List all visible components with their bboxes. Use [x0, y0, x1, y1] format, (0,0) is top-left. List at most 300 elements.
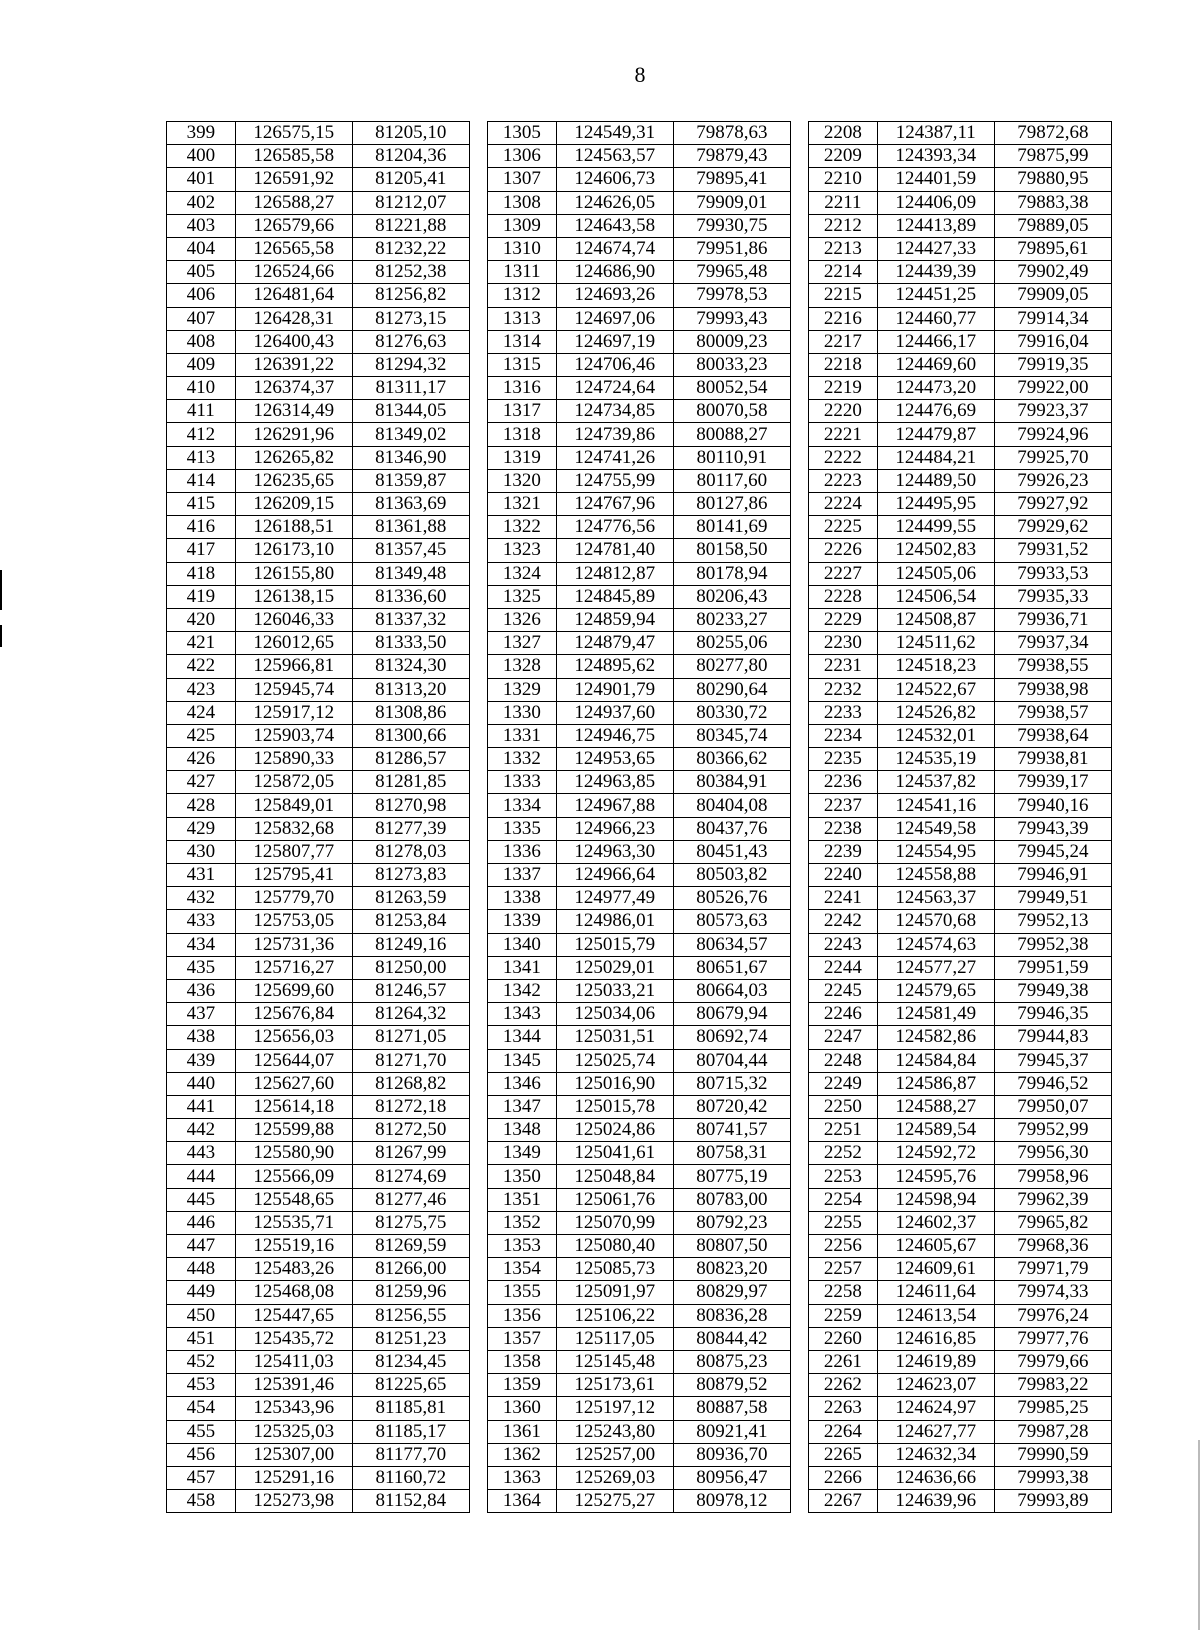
y-coordinate-cell: 79939,17 — [994, 771, 1111, 794]
x-coordinate-cell: 126291,96 — [235, 423, 352, 446]
point-number-cell: 2232 — [809, 678, 878, 701]
point-number-cell: 447 — [167, 1235, 236, 1258]
table-row — [167, 1072, 1112, 1095]
y-coordinate-cell: 80634,57 — [673, 933, 790, 956]
table-row — [167, 191, 1112, 214]
table-row — [167, 562, 1112, 585]
y-coordinate-cell: 79922,00 — [994, 377, 1111, 400]
column-gap — [469, 1397, 487, 1420]
point-number-cell: 2220 — [809, 400, 878, 423]
point-number-cell: 2247 — [809, 1026, 878, 1049]
point-number-cell: 2211 — [809, 191, 878, 214]
column-gap — [469, 1188, 487, 1211]
y-coordinate-cell: 79909,01 — [673, 191, 790, 214]
column-gap — [790, 330, 808, 353]
point-number-cell: 2257 — [809, 1258, 878, 1281]
x-coordinate-cell: 124605,67 — [877, 1235, 994, 1258]
y-coordinate-cell: 80844,42 — [673, 1327, 790, 1350]
y-coordinate-cell: 80404,08 — [673, 794, 790, 817]
column-gap — [790, 1095, 808, 1118]
point-number-cell: 2241 — [809, 887, 878, 910]
point-number-cell: 2236 — [809, 771, 878, 794]
y-coordinate-cell: 80009,23 — [673, 330, 790, 353]
x-coordinate-cell: 124767,96 — [556, 493, 673, 516]
table-row — [167, 353, 1112, 376]
table-row — [167, 1327, 1112, 1350]
x-coordinate-cell: 124937,60 — [556, 701, 673, 724]
point-number-cell: 1361 — [488, 1420, 557, 1443]
y-coordinate-cell: 81344,05 — [352, 400, 469, 423]
column-gap — [469, 377, 487, 400]
y-coordinate-cell: 79974,33 — [994, 1281, 1111, 1304]
x-coordinate-cell: 124623,07 — [877, 1374, 994, 1397]
y-coordinate-cell: 81324,30 — [352, 655, 469, 678]
column-gap — [469, 1443, 487, 1466]
point-number-cell: 425 — [167, 724, 236, 747]
coordinates-table-body — [167, 122, 1112, 1513]
table-row — [167, 307, 1112, 330]
table-row — [167, 400, 1112, 423]
point-number-cell: 1336 — [488, 840, 557, 863]
y-coordinate-cell: 79946,91 — [994, 864, 1111, 887]
y-coordinate-cell: 79971,79 — [994, 1258, 1111, 1281]
x-coordinate-cell: 124686,90 — [556, 261, 673, 284]
y-coordinate-cell: 80715,32 — [673, 1072, 790, 1095]
point-number-cell: 2237 — [809, 794, 878, 817]
x-coordinate-cell: 125535,71 — [235, 1211, 352, 1234]
y-coordinate-cell: 81221,88 — [352, 214, 469, 237]
y-coordinate-cell: 81160,72 — [352, 1466, 469, 1489]
x-coordinate-cell: 124776,56 — [556, 516, 673, 539]
column-gap — [469, 1049, 487, 1072]
x-coordinate-cell: 125580,90 — [235, 1142, 352, 1165]
x-coordinate-cell: 124506,54 — [877, 585, 994, 608]
x-coordinate-cell: 125832,68 — [235, 817, 352, 840]
column-gap — [469, 910, 487, 933]
x-coordinate-cell: 125676,84 — [235, 1003, 352, 1026]
x-coordinate-cell: 124963,30 — [556, 840, 673, 863]
y-coordinate-cell: 80070,58 — [673, 400, 790, 423]
point-number-cell: 1329 — [488, 678, 557, 701]
y-coordinate-cell: 81250,00 — [352, 956, 469, 979]
table-row — [167, 655, 1112, 678]
point-number-cell: 442 — [167, 1119, 236, 1142]
point-number-cell: 2223 — [809, 469, 878, 492]
x-coordinate-cell: 124579,65 — [877, 979, 994, 1002]
table-row — [167, 794, 1112, 817]
x-coordinate-cell: 125627,60 — [235, 1072, 352, 1095]
table-row — [167, 1095, 1112, 1118]
x-coordinate-cell: 125468,08 — [235, 1281, 352, 1304]
x-coordinate-cell: 125024,86 — [556, 1119, 673, 1142]
x-coordinate-cell: 126400,43 — [235, 330, 352, 353]
table-row — [167, 237, 1112, 260]
point-number-cell: 405 — [167, 261, 236, 284]
y-coordinate-cell: 81274,69 — [352, 1165, 469, 1188]
table-row — [167, 1119, 1112, 1142]
y-coordinate-cell: 79935,33 — [994, 585, 1111, 608]
column-gap — [469, 261, 487, 284]
x-coordinate-cell: 124522,67 — [877, 678, 994, 701]
point-number-cell: 1341 — [488, 956, 557, 979]
y-coordinate-cell: 79950,07 — [994, 1095, 1111, 1118]
y-coordinate-cell: 81252,38 — [352, 261, 469, 284]
x-coordinate-cell: 124582,86 — [877, 1026, 994, 1049]
point-number-cell: 2219 — [809, 377, 878, 400]
point-number-cell: 2243 — [809, 933, 878, 956]
y-coordinate-cell: 81212,07 — [352, 191, 469, 214]
x-coordinate-cell: 124946,75 — [556, 724, 673, 747]
x-coordinate-cell: 125145,48 — [556, 1350, 673, 1373]
x-coordinate-cell: 124586,87 — [877, 1072, 994, 1095]
table-row — [167, 1211, 1112, 1234]
x-coordinate-cell: 124901,79 — [556, 678, 673, 701]
x-coordinate-cell: 125070,99 — [556, 1211, 673, 1234]
y-coordinate-cell: 81337,32 — [352, 608, 469, 631]
column-gap — [790, 191, 808, 214]
point-number-cell: 1349 — [488, 1142, 557, 1165]
x-coordinate-cell: 124977,49 — [556, 887, 673, 910]
point-number-cell: 2252 — [809, 1142, 878, 1165]
point-number-cell: 2259 — [809, 1304, 878, 1327]
point-number-cell: 427 — [167, 771, 236, 794]
x-coordinate-cell: 124387,11 — [877, 122, 994, 145]
y-coordinate-cell: 81359,87 — [352, 469, 469, 492]
x-coordinate-cell: 126209,15 — [235, 493, 352, 516]
point-number-cell: 430 — [167, 840, 236, 863]
column-gap — [469, 748, 487, 771]
table-row — [167, 446, 1112, 469]
x-coordinate-cell: 124518,23 — [877, 655, 994, 678]
x-coordinate-cell: 125599,88 — [235, 1119, 352, 1142]
y-coordinate-cell: 79987,28 — [994, 1420, 1111, 1443]
point-number-cell: 406 — [167, 284, 236, 307]
y-coordinate-cell: 81308,86 — [352, 701, 469, 724]
point-number-cell: 2250 — [809, 1095, 878, 1118]
y-coordinate-cell: 80651,67 — [673, 956, 790, 979]
point-number-cell: 2227 — [809, 562, 878, 585]
x-coordinate-cell: 124613,54 — [877, 1304, 994, 1327]
x-coordinate-cell: 126314,49 — [235, 400, 352, 423]
point-number-cell: 399 — [167, 122, 236, 145]
x-coordinate-cell: 124627,77 — [877, 1420, 994, 1443]
y-coordinate-cell: 81286,57 — [352, 748, 469, 771]
column-gap — [469, 585, 487, 608]
x-coordinate-cell: 124401,59 — [877, 168, 994, 191]
point-number-cell: 433 — [167, 910, 236, 933]
y-coordinate-cell: 81336,60 — [352, 585, 469, 608]
y-coordinate-cell: 81333,50 — [352, 632, 469, 655]
y-coordinate-cell: 81349,48 — [352, 562, 469, 585]
y-coordinate-cell: 79938,55 — [994, 655, 1111, 678]
point-number-cell: 2258 — [809, 1281, 878, 1304]
point-number-cell: 1320 — [488, 469, 557, 492]
y-coordinate-cell: 80052,54 — [673, 377, 790, 400]
y-coordinate-cell: 80792,23 — [673, 1211, 790, 1234]
y-coordinate-cell: 80206,43 — [673, 585, 790, 608]
x-coordinate-cell: 124558,88 — [877, 864, 994, 887]
y-coordinate-cell: 81361,88 — [352, 516, 469, 539]
x-coordinate-cell: 124588,27 — [877, 1095, 994, 1118]
column-gap — [790, 887, 808, 910]
y-coordinate-cell: 79902,49 — [994, 261, 1111, 284]
column-gap — [469, 330, 487, 353]
x-coordinate-cell: 124643,58 — [556, 214, 673, 237]
y-coordinate-cell: 80141,69 — [673, 516, 790, 539]
column-gap — [469, 307, 487, 330]
table-row — [167, 377, 1112, 400]
column-gap — [469, 1374, 487, 1397]
column-gap — [469, 724, 487, 747]
point-number-cell: 1346 — [488, 1072, 557, 1095]
x-coordinate-cell: 124812,87 — [556, 562, 673, 585]
point-number-cell: 1318 — [488, 423, 557, 446]
table-row — [167, 1304, 1112, 1327]
column-gap — [790, 423, 808, 446]
x-coordinate-cell: 124577,27 — [877, 956, 994, 979]
column-gap — [790, 122, 808, 145]
x-coordinate-cell: 124734,85 — [556, 400, 673, 423]
y-coordinate-cell: 79924,96 — [994, 423, 1111, 446]
y-coordinate-cell: 81253,84 — [352, 910, 469, 933]
column-gap — [790, 1165, 808, 1188]
column-gap — [790, 353, 808, 376]
y-coordinate-cell: 80807,50 — [673, 1235, 790, 1258]
x-coordinate-cell: 125890,33 — [235, 748, 352, 771]
page-number: 8 — [634, 62, 646, 87]
y-coordinate-cell: 79938,64 — [994, 724, 1111, 747]
point-number-cell: 2266 — [809, 1466, 878, 1489]
column-gap — [469, 168, 487, 191]
x-coordinate-cell: 125106,22 — [556, 1304, 673, 1327]
y-coordinate-cell: 80978,12 — [673, 1490, 790, 1513]
column-gap — [790, 794, 808, 817]
y-coordinate-cell: 79993,38 — [994, 1466, 1111, 1489]
x-coordinate-cell: 124755,99 — [556, 469, 673, 492]
y-coordinate-cell: 80117,60 — [673, 469, 790, 492]
point-number-cell: 1308 — [488, 191, 557, 214]
x-coordinate-cell: 124406,09 — [877, 191, 994, 214]
coordinates-table — [166, 121, 1112, 1513]
point-number-cell: 1359 — [488, 1374, 557, 1397]
column-gap — [469, 284, 487, 307]
x-coordinate-cell: 124505,06 — [877, 562, 994, 585]
column-gap — [469, 655, 487, 678]
point-number-cell: 1305 — [488, 122, 557, 145]
y-coordinate-cell: 79929,62 — [994, 516, 1111, 539]
point-number-cell: 1344 — [488, 1026, 557, 1049]
y-coordinate-cell: 80875,23 — [673, 1350, 790, 1373]
column-gap — [790, 1211, 808, 1234]
scan-edge-mark — [0, 570, 2, 610]
y-coordinate-cell: 79933,53 — [994, 562, 1111, 585]
x-coordinate-cell: 125275,27 — [556, 1490, 673, 1513]
x-coordinate-cell: 124724,64 — [556, 377, 673, 400]
x-coordinate-cell: 125041,61 — [556, 1142, 673, 1165]
x-coordinate-cell: 124554,95 — [877, 840, 994, 863]
table-row — [167, 1258, 1112, 1281]
y-coordinate-cell: 79925,70 — [994, 446, 1111, 469]
column-gap — [790, 1397, 808, 1420]
y-coordinate-cell: 81246,57 — [352, 979, 469, 1002]
x-coordinate-cell: 125779,70 — [235, 887, 352, 910]
point-number-cell: 413 — [167, 446, 236, 469]
x-coordinate-cell: 124963,85 — [556, 771, 673, 794]
y-coordinate-cell: 81251,23 — [352, 1327, 469, 1350]
y-coordinate-cell: 80451,43 — [673, 840, 790, 863]
y-coordinate-cell: 80158,50 — [673, 539, 790, 562]
y-coordinate-cell: 79993,43 — [673, 307, 790, 330]
column-gap — [790, 608, 808, 631]
x-coordinate-cell: 126579,66 — [235, 214, 352, 237]
x-coordinate-cell: 125085,73 — [556, 1258, 673, 1281]
y-coordinate-cell: 80679,94 — [673, 1003, 790, 1026]
y-coordinate-cell: 81177,70 — [352, 1443, 469, 1466]
table-row — [167, 1420, 1112, 1443]
table-row — [167, 145, 1112, 168]
point-number-cell: 2255 — [809, 1211, 878, 1234]
point-number-cell: 1360 — [488, 1397, 557, 1420]
point-number-cell: 1355 — [488, 1281, 557, 1304]
column-gap — [469, 191, 487, 214]
x-coordinate-cell: 126155,80 — [235, 562, 352, 585]
x-coordinate-cell: 124697,19 — [556, 330, 673, 353]
table-row — [167, 979, 1112, 1002]
table-row — [167, 701, 1112, 724]
x-coordinate-cell: 125699,60 — [235, 979, 352, 1002]
point-number-cell: 1339 — [488, 910, 557, 933]
x-coordinate-cell: 126428,31 — [235, 307, 352, 330]
x-coordinate-cell: 124739,86 — [556, 423, 673, 446]
y-coordinate-cell: 81185,81 — [352, 1397, 469, 1420]
x-coordinate-cell: 124611,64 — [877, 1281, 994, 1304]
point-number-cell: 2234 — [809, 724, 878, 747]
point-number-cell: 1358 — [488, 1350, 557, 1373]
y-coordinate-cell: 79945,37 — [994, 1049, 1111, 1072]
point-number-cell: 1312 — [488, 284, 557, 307]
y-coordinate-cell: 80233,27 — [673, 608, 790, 631]
column-gap — [790, 840, 808, 863]
point-number-cell: 1311 — [488, 261, 557, 284]
point-number-cell: 2253 — [809, 1165, 878, 1188]
column-gap — [469, 771, 487, 794]
column-gap — [469, 1072, 487, 1095]
point-number-cell: 1323 — [488, 539, 557, 562]
y-coordinate-cell: 80437,76 — [673, 817, 790, 840]
y-coordinate-cell: 79938,57 — [994, 701, 1111, 724]
x-coordinate-cell: 124966,23 — [556, 817, 673, 840]
y-coordinate-cell: 79951,59 — [994, 956, 1111, 979]
point-number-cell: 2214 — [809, 261, 878, 284]
x-coordinate-cell: 125343,96 — [235, 1397, 352, 1420]
y-coordinate-cell: 80178,94 — [673, 562, 790, 585]
table-row — [167, 887, 1112, 910]
x-coordinate-cell: 124674,74 — [556, 237, 673, 260]
y-coordinate-cell: 81263,59 — [352, 887, 469, 910]
x-coordinate-cell: 125716,27 — [235, 956, 352, 979]
y-coordinate-cell: 79895,61 — [994, 237, 1111, 260]
y-coordinate-cell: 80290,64 — [673, 678, 790, 701]
table-row — [167, 608, 1112, 631]
x-coordinate-cell: 125391,46 — [235, 1374, 352, 1397]
y-coordinate-cell: 81275,75 — [352, 1211, 469, 1234]
column-gap — [790, 493, 808, 516]
x-coordinate-cell: 126575,15 — [235, 122, 352, 145]
y-coordinate-cell: 81269,59 — [352, 1235, 469, 1258]
point-number-cell: 1353 — [488, 1235, 557, 1258]
point-number-cell: 451 — [167, 1327, 236, 1350]
point-number-cell: 431 — [167, 864, 236, 887]
column-gap — [469, 1119, 487, 1142]
point-number-cell: 453 — [167, 1374, 236, 1397]
y-coordinate-cell: 79938,81 — [994, 748, 1111, 771]
y-coordinate-cell: 81273,83 — [352, 864, 469, 887]
x-coordinate-cell: 124619,89 — [877, 1350, 994, 1373]
point-number-cell: 1325 — [488, 585, 557, 608]
y-coordinate-cell: 79936,71 — [994, 608, 1111, 631]
table-row — [167, 910, 1112, 933]
point-number-cell: 452 — [167, 1350, 236, 1373]
x-coordinate-cell: 124511,62 — [877, 632, 994, 655]
point-number-cell: 2231 — [809, 655, 878, 678]
x-coordinate-cell: 124413,89 — [877, 214, 994, 237]
point-number-cell: 445 — [167, 1188, 236, 1211]
point-number-cell: 2226 — [809, 539, 878, 562]
point-number-cell: 1322 — [488, 516, 557, 539]
x-coordinate-cell: 124741,26 — [556, 446, 673, 469]
point-number-cell: 2217 — [809, 330, 878, 353]
x-coordinate-cell: 125061,76 — [556, 1188, 673, 1211]
column-gap — [469, 493, 487, 516]
x-coordinate-cell: 126585,58 — [235, 145, 352, 168]
y-coordinate-cell: 79878,63 — [673, 122, 790, 145]
point-number-cell: 1321 — [488, 493, 557, 516]
x-coordinate-cell: 124570,68 — [877, 910, 994, 933]
y-coordinate-cell: 81249,16 — [352, 933, 469, 956]
point-number-cell: 1319 — [488, 446, 557, 469]
column-gap — [469, 1258, 487, 1281]
y-coordinate-cell: 81256,82 — [352, 284, 469, 307]
column-gap — [790, 748, 808, 771]
point-number-cell: 2215 — [809, 284, 878, 307]
y-coordinate-cell: 80255,06 — [673, 632, 790, 655]
point-number-cell: 1334 — [488, 794, 557, 817]
x-coordinate-cell: 125257,00 — [556, 1443, 673, 1466]
point-number-cell: 403 — [167, 214, 236, 237]
y-coordinate-cell: 79993,89 — [994, 1490, 1111, 1513]
y-coordinate-cell: 80664,03 — [673, 979, 790, 1002]
x-coordinate-cell: 125435,72 — [235, 1327, 352, 1350]
column-gap — [469, 817, 487, 840]
x-coordinate-cell: 125548,65 — [235, 1188, 352, 1211]
x-coordinate-cell: 124574,63 — [877, 933, 994, 956]
y-coordinate-cell: 79976,24 — [994, 1304, 1111, 1327]
x-coordinate-cell: 124489,50 — [877, 469, 994, 492]
point-number-cell: 404 — [167, 237, 236, 260]
y-coordinate-cell: 79875,99 — [994, 145, 1111, 168]
y-coordinate-cell: 79943,39 — [994, 817, 1111, 840]
point-number-cell: 415 — [167, 493, 236, 516]
x-coordinate-cell: 124508,87 — [877, 608, 994, 631]
column-gap — [790, 377, 808, 400]
y-coordinate-cell: 80823,20 — [673, 1258, 790, 1281]
point-number-cell: 2251 — [809, 1119, 878, 1142]
column-gap — [469, 1350, 487, 1373]
point-number-cell: 2246 — [809, 1003, 878, 1026]
y-coordinate-cell: 80692,74 — [673, 1026, 790, 1049]
point-number-cell: 402 — [167, 191, 236, 214]
y-coordinate-cell: 79919,35 — [994, 353, 1111, 376]
